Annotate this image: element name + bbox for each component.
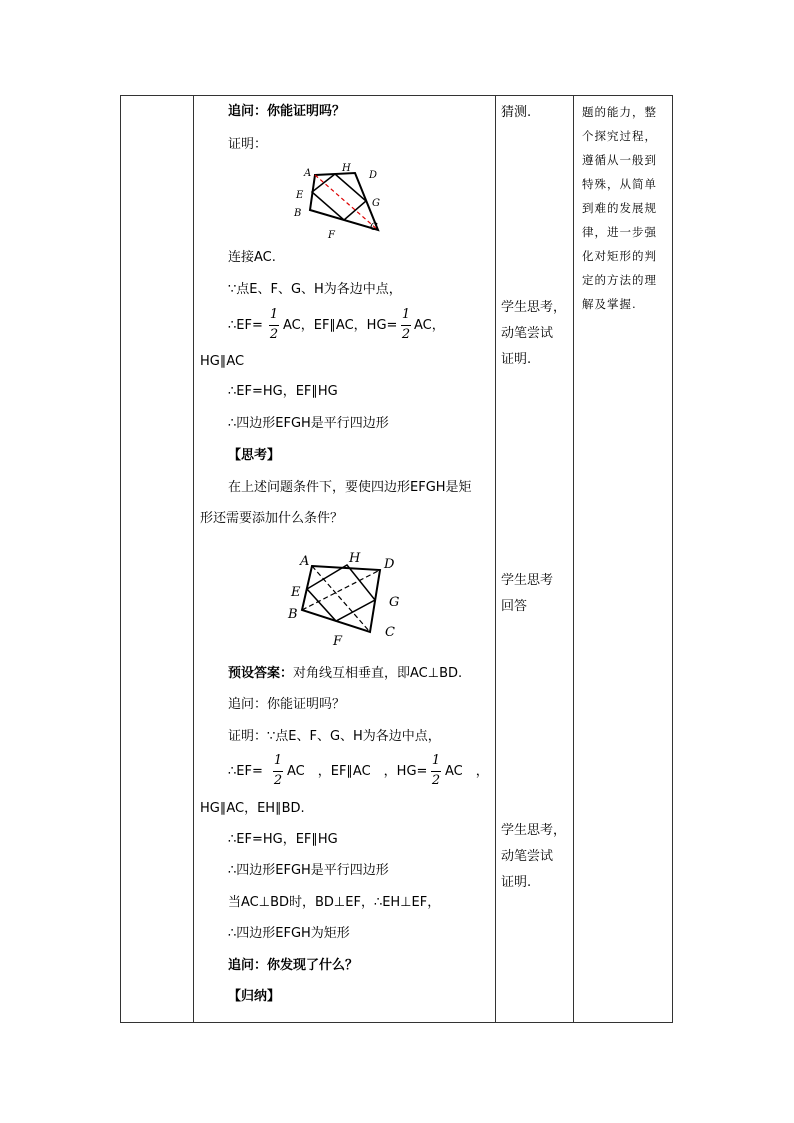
student-activity-2 [501,568,553,620]
student-activity-1 [501,295,566,373]
summary-heading: 【归纳】 [228,989,281,1004]
activity-3-line-3: 证明. [501,875,532,890]
hg2-parallel: HG∥AC，EH∥BD. [200,801,305,816]
table-divider-3 [573,96,574,1022]
intent-line: 题的能力，整 [582,105,657,119]
fraction-numerator: 1 [401,307,411,322]
label-e-2: E [291,585,301,600]
label-a-1: A [304,168,312,179]
fraction-bar [273,771,283,772]
followup-question-3: 追问：你发现了什么？ [228,958,359,973]
quadrilateral-figure-1 [290,160,390,242]
fraction-denominator: 2 [273,773,283,788]
preset-answer: 预设答案：对角线互相垂直，即AC⊥BD. [228,666,463,681]
fraction-bar [269,325,279,326]
activity-2-line-2: 回答 [501,599,528,614]
intent-line: 律，进一步强 [582,225,657,239]
intent-line: 定的方法的理 [582,273,657,287]
activity-1-line-3: 证明. [501,352,532,367]
parallelogram-conclusion-2: ∴四边形EFGH是平行四边形 [228,863,389,878]
label-c-2: C [385,625,395,640]
table-divider-2 [495,96,496,1022]
when-perpendicular: 当AC⊥BD时，BD⊥EF，∴EH⊥EF， [228,895,441,910]
design-intent-text [582,100,670,316]
student-guess: 猜测. [501,105,532,120]
fraction-numerator: 1 [269,307,279,322]
think-text-1: 在上述问题条件下，要使四边形EFGH是矩 [228,480,472,495]
proof-2-start: 证明：∵点E、F、G、H为各边中点， [228,729,441,744]
activity-3-line-2: 动笔尝试 [501,849,554,864]
label-g-2: G [389,595,400,610]
ef-half-middle: AC，EF∥AC，HG= [283,318,398,333]
fraction-bar [431,771,441,772]
label-a-2: A [300,554,310,569]
label-h-2: H [349,551,361,566]
connect-ac: 连接AC. [228,250,276,265]
intent-line: 化对矩形的判 [582,249,657,263]
fraction-denominator: 2 [401,327,411,342]
activity-1-line-1: 学生思考， [501,300,567,315]
intent-line: 个探究过程， [582,129,657,143]
ef2-middle: AC ，EF∥AC ，HG= [287,764,428,779]
midpoints-statement: ∵点E、F、G、H为各边中点， [228,282,402,297]
rectangle-conclusion: ∴四边形EFGH为矩形 [228,926,350,941]
label-h-1: H [342,163,351,174]
proof-label: 证明： [228,137,268,152]
label-g-1: G [372,198,380,209]
intent-line: 解及掌握. [582,297,637,311]
label-d-1: D [369,170,378,181]
activity-2-line-1: 学生思考 [501,573,554,588]
label-b-2: B [288,607,298,622]
fraction-numerator: 1 [431,753,441,768]
ef2-tail: AC ， [445,764,489,779]
ef-half-tail: AC， [414,318,445,333]
ef-equals-hg: ∴EF=HG，EF∥HG [228,384,338,399]
think-text-2: 形还需要添加什么条件？ [200,511,344,526]
intent-line: 特殊，从简单 [582,177,657,191]
student-activity-3 [501,818,566,896]
quadrilateral-figure-2 [285,548,410,650]
fraction-denominator: 2 [431,773,441,788]
followup-question-1: 追问：你能证明吗？ [228,104,346,119]
fraction-bar [401,325,411,326]
label-c-1: C [370,222,378,233]
label-e-1: E [296,190,304,201]
label-f-1: F [328,230,335,241]
ef-equals-hg-2: ∴EF=HG，EF∥HG [228,832,338,847]
fraction-denominator: 2 [269,327,279,342]
quad-efgh-2 [307,565,375,621]
intent-line: 到难的发展规 [582,201,657,215]
label-b-1: B [294,208,302,219]
ef2-prefix: ∴EF= [228,764,263,779]
label-f-2: F [333,634,343,649]
think-heading: 【思考】 [228,448,281,463]
table-divider-1 [193,96,194,1022]
intent-line: 遵循从一般到 [582,153,657,167]
followup-question-2: 追问：你能证明吗？ [228,697,346,712]
fraction-numerator: 1 [273,753,283,768]
label-d-2: D [384,557,395,572]
hg-parallel-ac: HG∥AC [200,354,245,369]
activity-1-line-2: 动笔尝试 [501,326,554,341]
parallelogram-conclusion: ∴四边形EFGH是平行四边形 [228,416,389,431]
ef-half-prefix: ∴EF= [228,318,263,333]
activity-3-line-1: 学生思考， [501,823,567,838]
